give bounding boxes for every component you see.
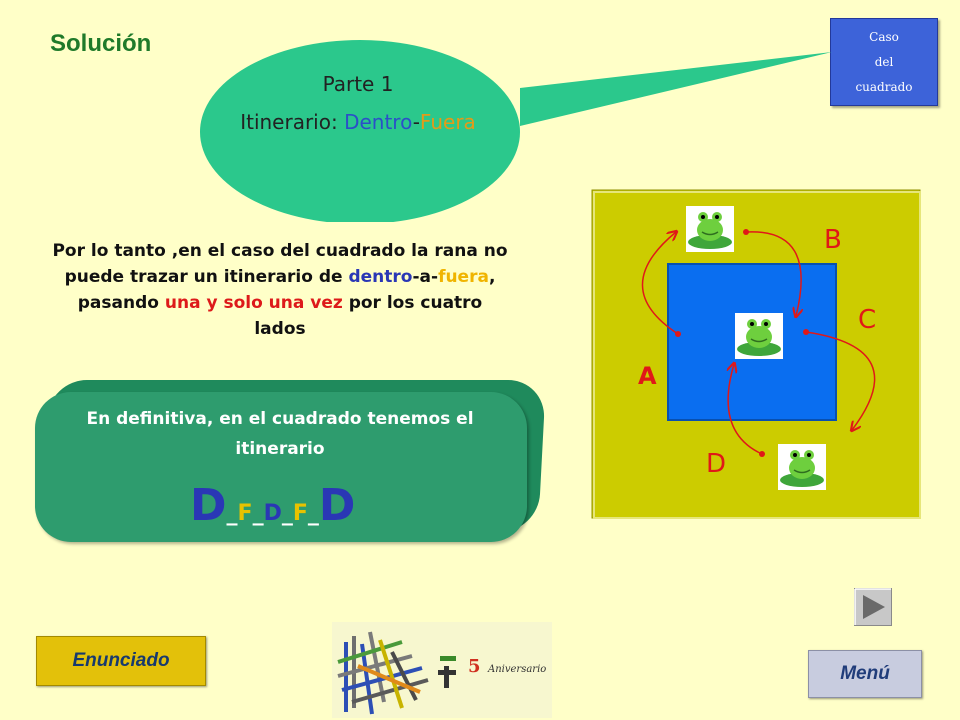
label-c: C <box>858 305 877 335</box>
formula-f2: F <box>292 501 308 526</box>
conclusion-part4: por los cuatro lados <box>254 293 483 339</box>
conclusion-text <box>50 238 510 342</box>
result-card-text: En definitiva, en el cuadrado tenemos el itinerario <box>86 409 474 459</box>
formula-d2: D <box>263 501 282 526</box>
label-b: B <box>824 225 842 255</box>
conclusion-once: una y solo una vez <box>164 293 343 313</box>
formula-f1: F <box>237 501 253 526</box>
itinerary-prefix: Itinerario: <box>240 110 345 134</box>
logo-caption: Aniversario <box>488 664 547 675</box>
enunciado-button[interactable]: Enunciado <box>36 636 206 686</box>
case-button-line2: del <box>874 54 894 69</box>
formula-sep1: _ <box>226 501 238 526</box>
itinerary-line <box>240 110 476 134</box>
label-a: A <box>638 362 657 390</box>
label-d: D <box>706 449 727 479</box>
formula-d1: D <box>190 480 227 531</box>
frog-icon-top <box>686 206 734 252</box>
square-diagram <box>590 188 922 520</box>
bubble-text <box>208 72 508 134</box>
formula-sep3: _ <box>281 501 293 526</box>
anniversary-logo <box>332 622 552 718</box>
itinerary-inside: Dentro <box>344 110 413 134</box>
formula-d3: D <box>318 480 356 531</box>
itinerary-formula <box>190 480 355 531</box>
itinerary-dash: - <box>412 110 420 134</box>
conclusion-part2: -a- <box>412 267 439 287</box>
formula-sep2: _ <box>252 501 264 526</box>
conclusion-inside: dentro <box>348 267 413 287</box>
frog-icon-center <box>735 313 783 359</box>
page-title: Solución <box>50 30 152 57</box>
next-arrow-button[interactable] <box>854 588 892 626</box>
menu-button[interactable]: Menú <box>808 650 922 698</box>
part-label: Parte 1 <box>322 72 394 96</box>
logo-number: 5 <box>468 656 481 677</box>
itinerary-outside: Fuera <box>419 110 476 134</box>
case-button-line3: cuadrado <box>855 79 913 94</box>
conclusion-outside: fuera <box>438 267 489 287</box>
frog-icon-bottom <box>778 444 826 490</box>
conclusion-part1: Por lo tanto ,en el caso del cuadrado la rana no puede trazar un itinerario de <box>52 241 508 287</box>
conclusion-part3: , pasando <box>77 267 496 313</box>
case-button-line1: Caso <box>869 29 899 44</box>
formula-sep4: _ <box>307 501 319 526</box>
